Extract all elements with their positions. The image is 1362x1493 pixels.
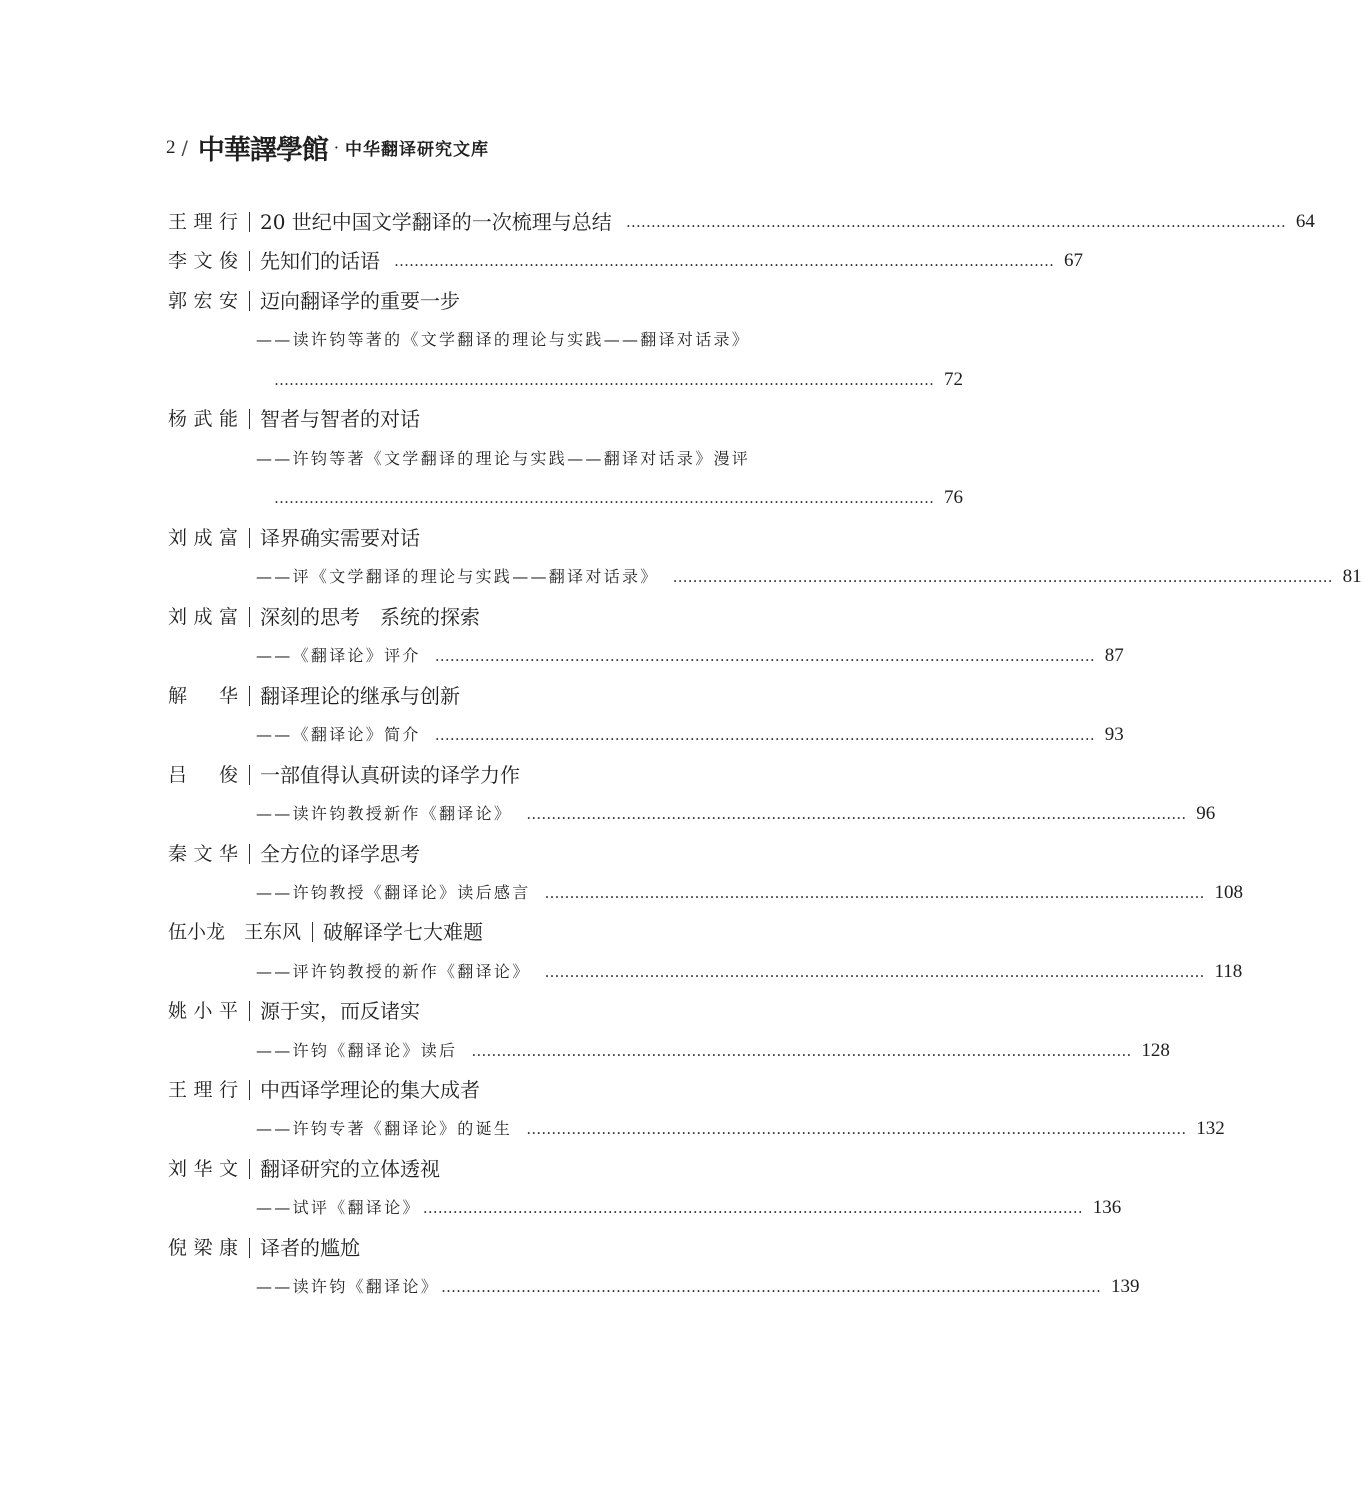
toc-subtitle [256,326,852,354]
toc-entry [168,918,852,946]
toc-subtitle [256,1273,1140,1301]
toc-entry [168,405,852,433]
entry-title: 迈向翻译学的重要一步 [260,289,460,313]
toc-subtitle [256,721,1124,749]
entry-author: 吕 俊 [168,764,238,786]
toc-subtitle [256,958,1243,986]
toc-subtitle [256,879,1244,907]
entry-title: 一部值得认真研读的译学力作 [260,763,520,787]
entry-author: 倪梁康 [168,1237,238,1259]
toc-subtitle [256,1037,1170,1065]
toc-entry [168,1234,852,1262]
divider-bar [249,409,250,429]
toc-entry [168,247,1083,275]
entry-subtitle: ——许钧专著《翻译论》的诞生 [256,1119,513,1138]
entry-title: 中西译学理论的集大成者 [260,1078,480,1102]
divider-bar [249,844,250,864]
dot-leader: …………………………………………………………………………………………………………………… [526,1120,1187,1138]
entry-title: 翻译理论的继承与创新 [260,684,460,708]
dot-leader: …………………………………………………………………………………………………………………… [274,371,934,389]
toc-subtitle [256,1115,1225,1143]
entry-subtitle: ——《翻译论》简介 [256,725,421,744]
entry-subtitle: ——许钧教授《翻译论》读后感言 [256,883,531,902]
toc-entry [168,997,852,1025]
toc-entry [168,287,852,315]
divider-bar [249,686,250,706]
entry-title: 破解译学七大难题 [323,920,484,944]
entry-page: 132 [1196,1118,1225,1139]
entry-author: 刘成富 [168,527,238,549]
toc-entry [168,761,852,789]
entry-author: 王理行 [168,211,238,233]
dot-leader: …………………………………………………………………………………………………………………… [672,568,1333,586]
entry-page: 87 [1104,645,1124,666]
running-header [166,128,489,167]
toc-entry [168,603,852,631]
toc-subtitle [256,800,1216,828]
divider-bar [249,251,250,271]
entry-title: 源于实，而反诸实 [260,999,420,1023]
entry-subtitle: ——评《文学翻译的理论与实践——翻译对话录》 [256,567,659,586]
toc-entry [168,682,852,710]
entry-title: 翻译研究的立体透视 [260,1157,440,1181]
divider-bar [249,528,250,548]
dot-leader: …………………………………………………………………………………………………………………… [434,726,1095,744]
divider-bar [249,607,250,627]
toc-entry [168,208,1315,236]
entry-author: 姚小平 [168,1000,238,1022]
dot-leader: …………………………………………………………………………………………………………………… [544,963,1205,981]
entry-page: 64 [1295,211,1315,232]
dot-leader: …………………………………………………………………………………………………………………… [434,647,1095,665]
entry-page: 76 [944,487,963,508]
entry-title: 译界确实需要对话 [260,526,420,550]
series-title: 中华翻译研究文库 [345,140,489,160]
entry-title: 译者的尴尬 [260,1236,360,1260]
entry-author: 郭宏安 [168,290,238,312]
series-logo: 中華譯學館 [197,135,328,166]
toc-subtitle [256,445,852,473]
entry-author: 秦文华 [168,843,238,865]
entry-subtitle: ——读许钧等著的《文学翻译的理论与实践——翻译对话录》 [256,330,751,349]
dot-leader: …………………………………………………………………………………………………………………… [394,252,1054,270]
toc-entry [168,1155,852,1183]
entry-author: 王理行 [168,1079,238,1101]
dot-leader: …………………………………………………………………………………………………………………… [441,1278,1102,1296]
divider-bar [249,291,250,311]
entry-subtitle: ——试评《翻译论》 [256,1198,421,1217]
entry-page: 108 [1214,882,1244,903]
divider-bar [249,1238,250,1258]
entry-author: 刘华文 [168,1158,238,1180]
header-separator: · [333,138,339,157]
dot-leader: …………………………………………………………………………………………………………………… [544,884,1205,902]
entry-title: 先知们的话语 [260,249,380,273]
entry-page: 139 [1111,1276,1140,1297]
divider-bar [249,1001,250,1021]
dot-leader: …………………………………………………………………………………………………………………… [471,1042,1132,1060]
entry-subtitle: ——许钧《翻译论》读后 [256,1041,458,1060]
toc-subtitle [256,1194,1122,1222]
entry-page: 136 [1092,1197,1122,1218]
entry-page: 72 [944,369,963,390]
divider-bar [249,1080,250,1100]
entry-title: 20 世纪中国文学翻译的一次梳理与总结 [260,210,612,234]
dot-leader: …………………………………………………………………………………………………………………… [526,805,1187,823]
entry-page: 96 [1196,803,1216,824]
dot-leader: …………………………………………………………………………………………………………………… [274,489,934,507]
entry-page: 67 [1064,250,1083,271]
entry-subtitle: ——读许钧《翻译论》 [256,1277,440,1296]
entry-subtitle: ——许钧等著《文学翻译的理论与实践——翻译对话录》漫评 [256,449,751,468]
entry-subtitle: ——评许钧教授的新作《翻译论》 [256,962,531,981]
entry-page: 93 [1104,724,1124,745]
entry-subtitle: ——读许钧教授新作《翻译论》 [256,804,513,823]
entry-title: 全方位的译学思考 [260,842,420,866]
divider-bar [249,765,250,785]
entry-page: 81 [1342,566,1362,587]
divider-bar [249,212,250,232]
entry-author: 伍小龙 王东风 [168,921,302,943]
dot-leader: …………………………………………………………………………………………………………………… [422,1199,1083,1217]
entry-author: 刘成富 [168,606,238,628]
toc-entry [168,840,852,868]
entry-title: 智者与智者的对话 [260,407,420,431]
divider-bar [312,922,313,942]
toc-subtitle [256,563,1362,591]
toc-entry [168,1076,852,1104]
entry-author: 解 华 [168,685,238,707]
toc-leader-line [274,366,963,394]
entry-title: 深刻的思考 系统的探索 [260,605,480,629]
toc-leader-line [274,484,963,512]
divider-bar [249,1159,250,1179]
entry-author: 李文俊 [168,250,238,272]
page-number: 2 [166,136,176,158]
dot-leader: …………………………………………………………………………………………………………………… [625,213,1286,231]
toc-entry [168,524,852,552]
toc-subtitle [256,642,1124,670]
entry-page: 128 [1141,1040,1170,1061]
header-slash: / [181,136,188,159]
entry-author: 杨武能 [168,408,238,430]
entry-page: 118 [1214,961,1243,982]
entry-subtitle: ——《翻译论》评介 [256,646,421,665]
